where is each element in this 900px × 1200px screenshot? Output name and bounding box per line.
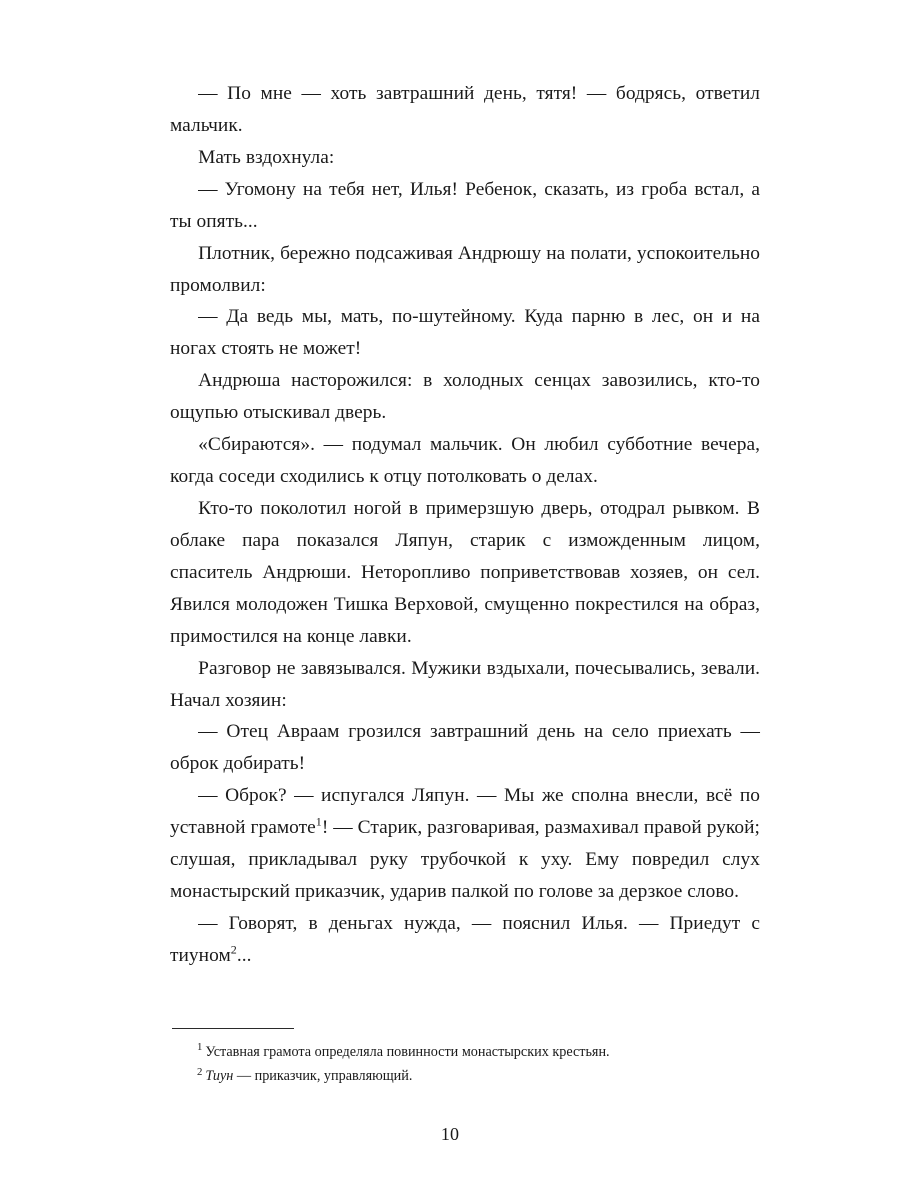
paragraph — [170, 174, 760, 238]
paragraph-with-footnote-ref — [170, 780, 760, 908]
paragraph-text: — Говорят, в деньгах нужда, — пояснил Илья. — Приедут с тиуном$^2$... — [170, 912, 760, 966]
footnote-separator-rule — [172, 1028, 294, 1029]
paragraph — [170, 78, 760, 142]
paragraph — [170, 365, 760, 429]
paragraph-text: Андрюша насторожился: в холодных сенцах завозились, кто-то ощупью отыскивал дверь. — [170, 370, 760, 424]
paragraph — [170, 493, 760, 653]
paragraph-text: — Оброк? — испугался Ляпун. — Мы же сполна внесли, всё по уставной грамоте$^1$! — Старик, разговаривая, размахивал правой рукой; слушая, прикладывал руку трубочкой к уху. Ему повредил слух монастырский приказчик, ударив палкой по голове за дерзкое слово. — [170, 785, 760, 903]
paragraph-text: — Отец Авраам грозился завтрашний день на село приехать — оброк добирать! — [170, 721, 760, 775]
footnote-marker: 2 — [196, 1065, 203, 1078]
paragraph — [170, 142, 760, 174]
paragraph-text: — Угомону на тебя нет, Илья! Ребенок, сказать, из гроба встал, а ты опять... — [170, 178, 760, 232]
footnote-marker: 1 — [196, 1041, 203, 1054]
paragraph — [170, 716, 760, 780]
body-text — [170, 78, 760, 972]
paragraph — [170, 653, 760, 717]
paragraph-text: Разговор не завязывался. Мужики вздыхали, почесывались, зевали. Начал хозяин: — [170, 657, 760, 711]
paragraph-text: — По мне — хоть завтрашний день, тятя! — бодрясь, ответил мальчик. — [170, 83, 760, 136]
footnote-item — [170, 1065, 760, 1087]
footnote-reference: 1 — [315, 814, 322, 829]
paragraph-text: Мать вздохнула: — [198, 146, 335, 168]
footnotes-area — [170, 1028, 760, 1090]
paragraph — [170, 301, 760, 365]
paragraph-with-footnote-ref — [170, 908, 760, 972]
page-number: 10 — [440, 1124, 460, 1144]
footnote-reference: 2 — [230, 942, 237, 957]
footnote-text: — приказчик, управляющий. — [233, 1068, 413, 1085]
paragraph-text: Кто-то поколотил ногой в примерзшую дверь, отодрал рывком. В облаке пара показался Ляпун, старик с изможденным лицом, спаситель Андрюши. Неторопливо поприветствовав хозяев, он сел. Явился молодожен Тишка Верховой, смущенно покрестился на образ, примостился на конце лавки. — [170, 497, 760, 647]
paragraph-text: Плотник, бережно подсаживая Андрюшу на полати, успокоительно промолвил: — [170, 242, 760, 296]
paragraph — [170, 238, 760, 302]
paragraph — [170, 429, 760, 493]
paragraph-text: — Да ведь мы, мать, по-шутейному. Куда парню в лес, он и на ногах стоять не может! — [170, 306, 760, 360]
footnote-text: Уставная грамота определяла повинности монастырских крестьян. — [205, 1044, 610, 1060]
footnote-italic-lead: Тиун — [205, 1068, 234, 1085]
paragraph-text: «Сбираются». — подумал мальчик. Он любил субботние вечера, когда соседи сходились к отцу потолковать о делах. — [170, 434, 760, 488]
footnote-item — [170, 1041, 760, 1063]
